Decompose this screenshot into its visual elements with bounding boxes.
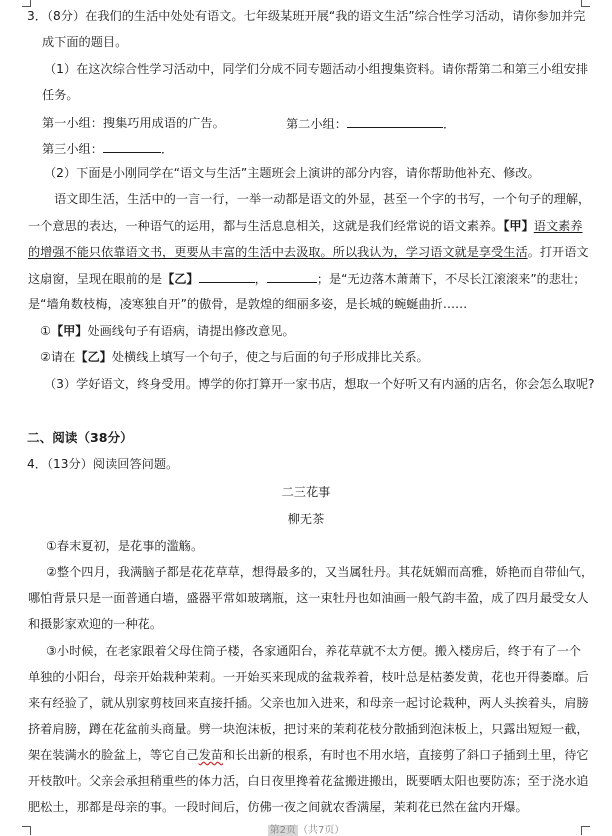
para1: ①春末夏初，是花事的滥觞。 [46, 539, 204, 553]
passage-line4 [28, 270, 585, 287]
group3-answer-blank[interactable] [103, 140, 161, 153]
page-footer [0, 821, 612, 836]
q3-part2-intro: （2）下面是小刚同学在“语文与生活”主题班会上演讲的部分内容，请你帮助他补充、修改。 [44, 166, 540, 180]
passage-line3-end: 。打开语文 [527, 245, 589, 259]
para2-line1: ②整个四月，我满脑子都是花花草草，想得最多的，又当属牡丹。其花妩媚而高雅，娇艳而自带仙气， [46, 565, 594, 579]
faulty-sentence-part1: 语文素养 [533, 219, 583, 233]
para3-line5-b: 和长出新的根系，有时也不用水培，直接剪了斜口子插到土里，待它 [223, 748, 589, 762]
passage-line1: 语文即生活，生活中的一言一行，一举一动都是语文的外显，甚至一个字的书写，一个句子的理解， [54, 192, 591, 206]
sub2-text-a: ②请在 [40, 350, 76, 364]
passage-line2 [28, 218, 583, 234]
passage-line4-end: ；是“无边落木萧萧下，不尽长江滚滚来”的悲壮； [316, 272, 586, 286]
sub2-mark-yi: 【乙】 [75, 350, 112, 364]
q3-header-cont: 成下面的题目。 [42, 35, 128, 49]
sub-question-1 [40, 323, 295, 339]
para3-line2: 单独的小阳台，母亲开始栽种茉莉。一开始买来现成的盆栽养着，枝叶总是枯萎发黄，花也开得萎靡。后 [28, 670, 589, 684]
para3-line4: 挤着肩膀，蹲在花盆前头商量。劈一块泡沫板，把讨来的茉莉花枝分散插到泡沫板上，只露出短短一截， [28, 722, 589, 736]
yi-blank-1[interactable] [199, 270, 255, 283]
q3-part1-line1: （1）在这次综合性学习活动中，同学们分成不同专题活动小组搜集资料。请你帮第二和第三小组安排 [44, 62, 589, 76]
page-number: 第2页 [269, 825, 296, 836]
group2-answer-blank[interactable] [347, 115, 443, 128]
crop-mark-bottom-left [22, 826, 31, 835]
para3-line1: ③小时候，在老家跟着父母住筒子楼，各家通阳台，养花草就不太方便。搬入楼房后，终于有了一个 [46, 644, 581, 658]
yi-blank-2[interactable] [267, 270, 317, 283]
mark-yi: 【乙】 [162, 272, 199, 286]
para3-line7: 肥松土，那都是母亲的事。一段时间后，仿佛一夜之间就农香满屋，茉莉花已然在盆内开爆。 [28, 800, 528, 814]
sub1-mark-jia: 【甲】 [50, 324, 88, 338]
group2-row [286, 115, 455, 132]
sub1-number: ① [40, 324, 51, 338]
q4-header: 4．（13分）阅读回答问题。 [27, 457, 179, 471]
sub2-text-b: 处横线上填写一个句子，使之与后面的句子形成排比关系。 [111, 350, 429, 364]
article-author: 柳无茶 [287, 512, 325, 526]
passage-line4-start: 这扇窗，呈现在眼前的是 [28, 272, 163, 286]
wavy-marked-word: 发苗 [198, 748, 223, 762]
q3-part3: （3）学好语文，终身受用。博学的你打算开一家书店，想取一个好听又有内涵的店名，你会怎么取呢? [44, 377, 595, 391]
passage-line5: 是“墙角数枝梅，凌寒独自开”的傲骨，是敦煌的细丽多姿，是长城的蜿蜒曲折…… [28, 297, 468, 311]
q3-part1-line2: 任务。 [42, 88, 79, 102]
sub-question-2 [40, 349, 429, 365]
passage-line2-text: 一个意思的表达，一种语气的运用，都与生活息息相关，这就是我们经常说的语文素养。 [28, 219, 504, 233]
section2-title: 二、阅读（38分） [27, 430, 133, 445]
para3-line3: 来有经验了，就从别家剪枝回来直接扦插。父亲也加入进来，和母亲一起讨论栽种，两人头挨着头，肩膀 [28, 696, 589, 710]
para2-line2: 哪怕背景只是一面普通白墙，盛器平常如玻璃瓶，这一束牡丹也如油画一般气韵丰盈，成了四月最受女人 [28, 591, 589, 605]
group3-label: 第三小组： [42, 142, 103, 156]
passage-line3 [28, 244, 589, 260]
para3-line6: 开枝散叶。父亲会承担稍重些的体力活，白日夜里搀着花盆搬进搬出，既要晒太阳也要防冻；至于浇水追 [28, 774, 589, 788]
q3-header: 3．（8分）在我们的生活中处处有语文。七年级某班开展“我的语文生活”综合性学习活动，请你参加并完 [27, 9, 586, 23]
para3-line5-a: 架在装满水的脸盆上，等它自己 [28, 748, 199, 762]
mark-jia: 【甲】 [503, 219, 534, 233]
passage-comma: ， [254, 272, 267, 286]
article-title: 二三花事 [281, 485, 331, 499]
para2-line3: 和摄影家欢迎的一种花。 [28, 617, 163, 631]
para3-line5 [28, 747, 589, 763]
crop-mark-top-left [22, 0, 31, 7]
page-total: （共7页） [298, 825, 345, 836]
sub1-text: 处画线句子有语病，请提出修改意见。 [87, 324, 295, 338]
group3-period: ． [160, 142, 174, 156]
group1-task: 第一小组：搜集巧用成语的广告。 [42, 116, 225, 130]
group3-row [42, 140, 173, 157]
group2-label: 第二小组： [286, 117, 347, 131]
faulty-sentence-part2: 的增强不能只依靠语文书，更要从丰富的生活中去汲取。所以我认为，学习语文就是享受生活 [28, 245, 528, 259]
crop-mark-top-right [581, 0, 590, 7]
crop-mark-bottom-right [581, 826, 590, 835]
group2-period: ． [442, 117, 456, 131]
